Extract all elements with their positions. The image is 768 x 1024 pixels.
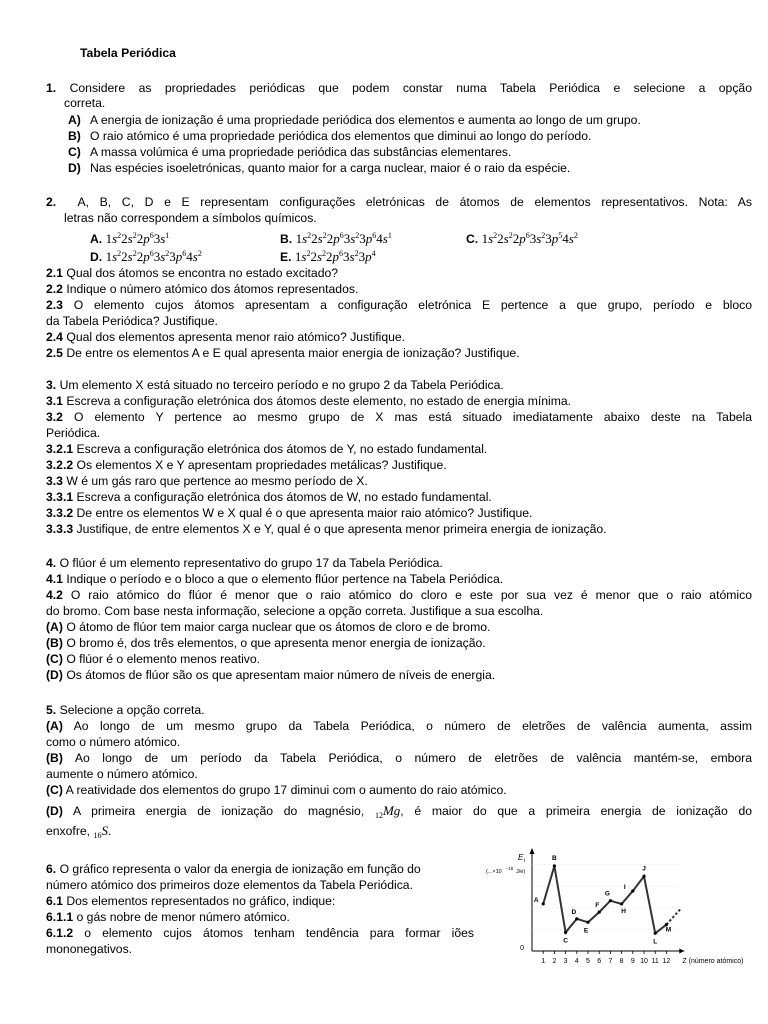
data-point: [586, 921, 589, 924]
data-point: [654, 932, 657, 935]
q5-option-a-cont: como o número atómico.: [46, 735, 181, 749]
data-point: [553, 864, 556, 867]
x-tick-label: 9: [630, 958, 635, 965]
q4-option-d: (D) Os átomos de flúor são os que apresentam maior número de níveis de energia.: [46, 668, 496, 682]
q4-option-b: (B) O bromo é, dos três elementos, o que apresenta menor energia de ionização.: [46, 636, 486, 650]
y-axis-unit-exponent: −18: [506, 866, 514, 871]
y-origin-label: 0: [520, 945, 524, 952]
data-point: [564, 931, 567, 934]
page-title: Tabela Periódica: [80, 46, 176, 60]
q2-config-d: D. $1s^22s^22p^63s^23p^64s^2$: [90, 249, 202, 264]
q1-text-line2: correta.: [64, 96, 106, 110]
q3-text: 3. Um elemento X está situado no terceiro período e no grupo 2 da Tabela Periódica.: [46, 378, 504, 392]
y-axis-label-sub: i: [524, 858, 526, 864]
q4-option-a: (A) O átomo de flúor tem maior carga nuclear que os átomos de cloro e de bromo.: [46, 620, 491, 634]
data-point-label: J: [642, 865, 646, 873]
q5-option-a: (A) Ao longo de um mesmo grupo da Tabela Periódica, o número de eletrões de valência aumenta, assim: [46, 719, 753, 733]
q2-text-line1: 2. A, B, C, D e E representam configurações eletrónicas de átomos de elementos representativos. Nota: As: [46, 195, 752, 209]
q3-sub-3-1: 3.1 Escreva a configuração eletrónica dos átomos deste elemento, no estado de energia mínima.: [46, 394, 572, 408]
q6-sub-6-1-2-cont: mononegativos.: [46, 942, 133, 956]
q2-sub-2-4: 2.4 Qual dos elementos apresenta menor raio atómico? Justifique.: [46, 330, 406, 344]
data-point: [631, 889, 634, 892]
x-tick-label: 2: [552, 958, 557, 965]
q3-sub-3-2-1: 3.2.1 Escreva a configuração eletrónica dos átomos de Y, no estado fundamental.: [46, 442, 488, 456]
q6-text-line2: número atómico dos primeiros doze elementos da Tabela Periódica.: [46, 878, 413, 892]
series-continuation: [666, 908, 681, 924]
q3-sub-3-2-cont: Periódica.: [46, 426, 101, 440]
data-point: [620, 902, 623, 905]
q1-number: 1.: [46, 81, 57, 95]
data-point: [642, 875, 645, 878]
q5-option-b-cont: aumente o número atómico.: [46, 767, 198, 781]
x-tick-label: 10: [640, 958, 648, 965]
q4-sub-4-1: 4.1 Indique o período e o bloco a que o elemento flúor pertence na Tabela Periódica.: [46, 572, 504, 586]
q5-option-d-cont: enxofre, $_{16}$S.: [46, 823, 112, 840]
x-tick-label: 5: [586, 958, 590, 965]
q1-option-a: A) A energia de ionização é uma propriedade periódica dos elementos e aumenta ao longo de um grupo.: [68, 113, 641, 127]
data-point-label: F: [595, 902, 600, 910]
q3-sub-3-2-2: 3.2.2 Os elementos X e Y apresentam propriedades metálicas? Justifique.: [46, 458, 447, 472]
q3-sub-3-3-1: 3.3.1 Escreva a configuração eletrónica dos átomos de W, no estado fundamental.: [46, 490, 492, 504]
y-axis-label: E: [518, 853, 524, 862]
x-tick-label: 12: [662, 958, 671, 965]
x-axis-arrow: [679, 949, 684, 954]
q6-sub-6-1: 6.1 Dos elementos representados no gráfico, indique:: [46, 894, 336, 908]
data-point-label: H: [621, 907, 626, 915]
q2-sub-2-3: 2.3 O elemento cujos átomos apresentam a configuração eletrónica E pertence a que grupo, período e bloco: [46, 298, 753, 312]
data-point-label: A: [533, 896, 539, 904]
data-point-label: G: [604, 890, 610, 898]
data-point: [575, 917, 578, 920]
y-axis-unit-end: J/e): [516, 869, 526, 875]
q5-option-d: (D) A primeira energia de ionização do magnésio, $_{12}$Mg, é maior do que a primeira energia de ionização do: [46, 803, 752, 820]
x-tick-label: 11: [651, 958, 659, 965]
data-point-label: E: [583, 927, 589, 935]
q1-text-line1: 1. Considere as propriedades periódicas que podem constar numa Tabela Periódica e selecione a opção: [46, 81, 752, 95]
data-point: [542, 902, 545, 905]
y-axis-unit: (...×10: [486, 869, 502, 875]
q6-sub-6-1-1: 6.1.1 o gás nobre de menor número atómico.: [46, 910, 290, 924]
q2-config-a: A. $1s^22s^22p^63s^1$: [90, 231, 170, 246]
data-point-label: I: [623, 883, 626, 891]
x-tick-label: 1: [541, 958, 546, 965]
q6-text-line1: 6. O gráfico representa o valor da energia de ionização em função do: [46, 862, 421, 876]
ionization-energy-chart: [484, 848, 768, 970]
q2-config-b: B. $1s^22s^22p^63s^23p^64s^1$: [280, 231, 392, 246]
q2-config-c: C. $1s^22s^22p^63s^23p^54s^2$: [466, 231, 578, 246]
data-point: [598, 911, 601, 914]
x-tick-label: 6: [597, 958, 602, 965]
series-line: [543, 866, 655, 933]
q3-sub-3-3-3: 3.3.3 Justifique, de entre elementos X e Y, qual é o que apresenta menor primeira energia de ionização.: [46, 522, 607, 536]
q1-option-c: C) A massa volúmica é uma propriedade periódica das substâncias elementares.: [68, 145, 512, 159]
data-point-label: C: [563, 937, 568, 945]
y-axis-arrow: [530, 848, 535, 854]
q3-sub-3-3-2: 3.3.2 De entre os elementos W e X qual é o que apresenta maior raio atómico? Justifique.: [46, 506, 533, 520]
s-notation: $_{16}$S: [93, 823, 108, 840]
q3-sub-3-2: 3.2 O elemento Y pertence ao mesmo grupo de X mas está situado imediatamente abaixo deste na Tabela: [46, 410, 752, 424]
q2-text-line2: letras não correspondem a símbolos químicos.: [64, 211, 317, 225]
q1-option-d: D) Nas espécies isoeletrónicas, quanto maior for a carga nuclear, maior é o raio da espécie.: [68, 161, 571, 175]
q3-sub-3-3: 3.3 W é um gás raro que pertence ao mesmo período de X.: [46, 474, 368, 488]
q5-option-b: (B) Ao longo de um período da Tabela Periódica, o número de eletrões de valência mantém-se, embora: [46, 751, 752, 765]
q2-sub-2-3-cont: da Tabela Periódica? Justifique.: [46, 314, 218, 328]
x-tick-label: 3: [563, 958, 568, 965]
x-axis-label: Z (número atómico): [682, 958, 744, 965]
q4-option-c: (C) O flúor é o elemento menos reativo.: [46, 652, 261, 666]
q5-text: 5. Selecione a opção correta.: [46, 703, 205, 717]
x-tick-label: 8: [619, 958, 624, 965]
data-point-label: L: [653, 938, 658, 946]
data-point-label: B: [552, 854, 557, 862]
q2-sub-2-1: 2.1 Qual dos átomos se encontra no estado excitado?: [46, 266, 339, 280]
data-point-label: M: [665, 926, 672, 934]
q2-sub-2-2: 2.2 Indique o número atómico dos átomos representados.: [46, 282, 359, 296]
q6-sub-6-1-2: 6.1.2 o elemento cujos átomos tenham tendência para formar iões: [46, 926, 474, 940]
data-point-label: D: [571, 908, 577, 916]
q5-option-c: (C) A reatividade dos elementos do grupo 17 diminui com o aumento do raio atómico.: [46, 783, 507, 797]
q1-option-b: B) O raio atómico é uma propriedade periódica dos elementos que diminui ao longo do período.: [68, 129, 592, 143]
q2-sub-2-5: 2.5 De entre os elementos A e E qual apresenta maior energia de ionização? Justifique.: [46, 346, 520, 360]
q4-sub-4-2: 4.2 O raio atómico do flúor é menor que o raio atómico do cloro e este por sua vez é menor que o raio atómico: [46, 588, 752, 602]
data-point: [609, 899, 612, 902]
q2-config-e: E. $1s^22s^22p^63s^23p^4$: [280, 249, 376, 264]
x-tick-label: 7: [608, 958, 613, 965]
mg-notation: $_{12}$Mg: [374, 803, 401, 820]
q4-sub-4-2-cont: do bromo. Com base nesta informação, selecione a opção correta. Justifique a sua escolha.: [46, 604, 544, 618]
q4-text: 4. O flúor é um elemento representativo do grupo 17 da Tabela Periódica.: [46, 556, 443, 570]
x-tick-label: 4: [574, 958, 579, 965]
